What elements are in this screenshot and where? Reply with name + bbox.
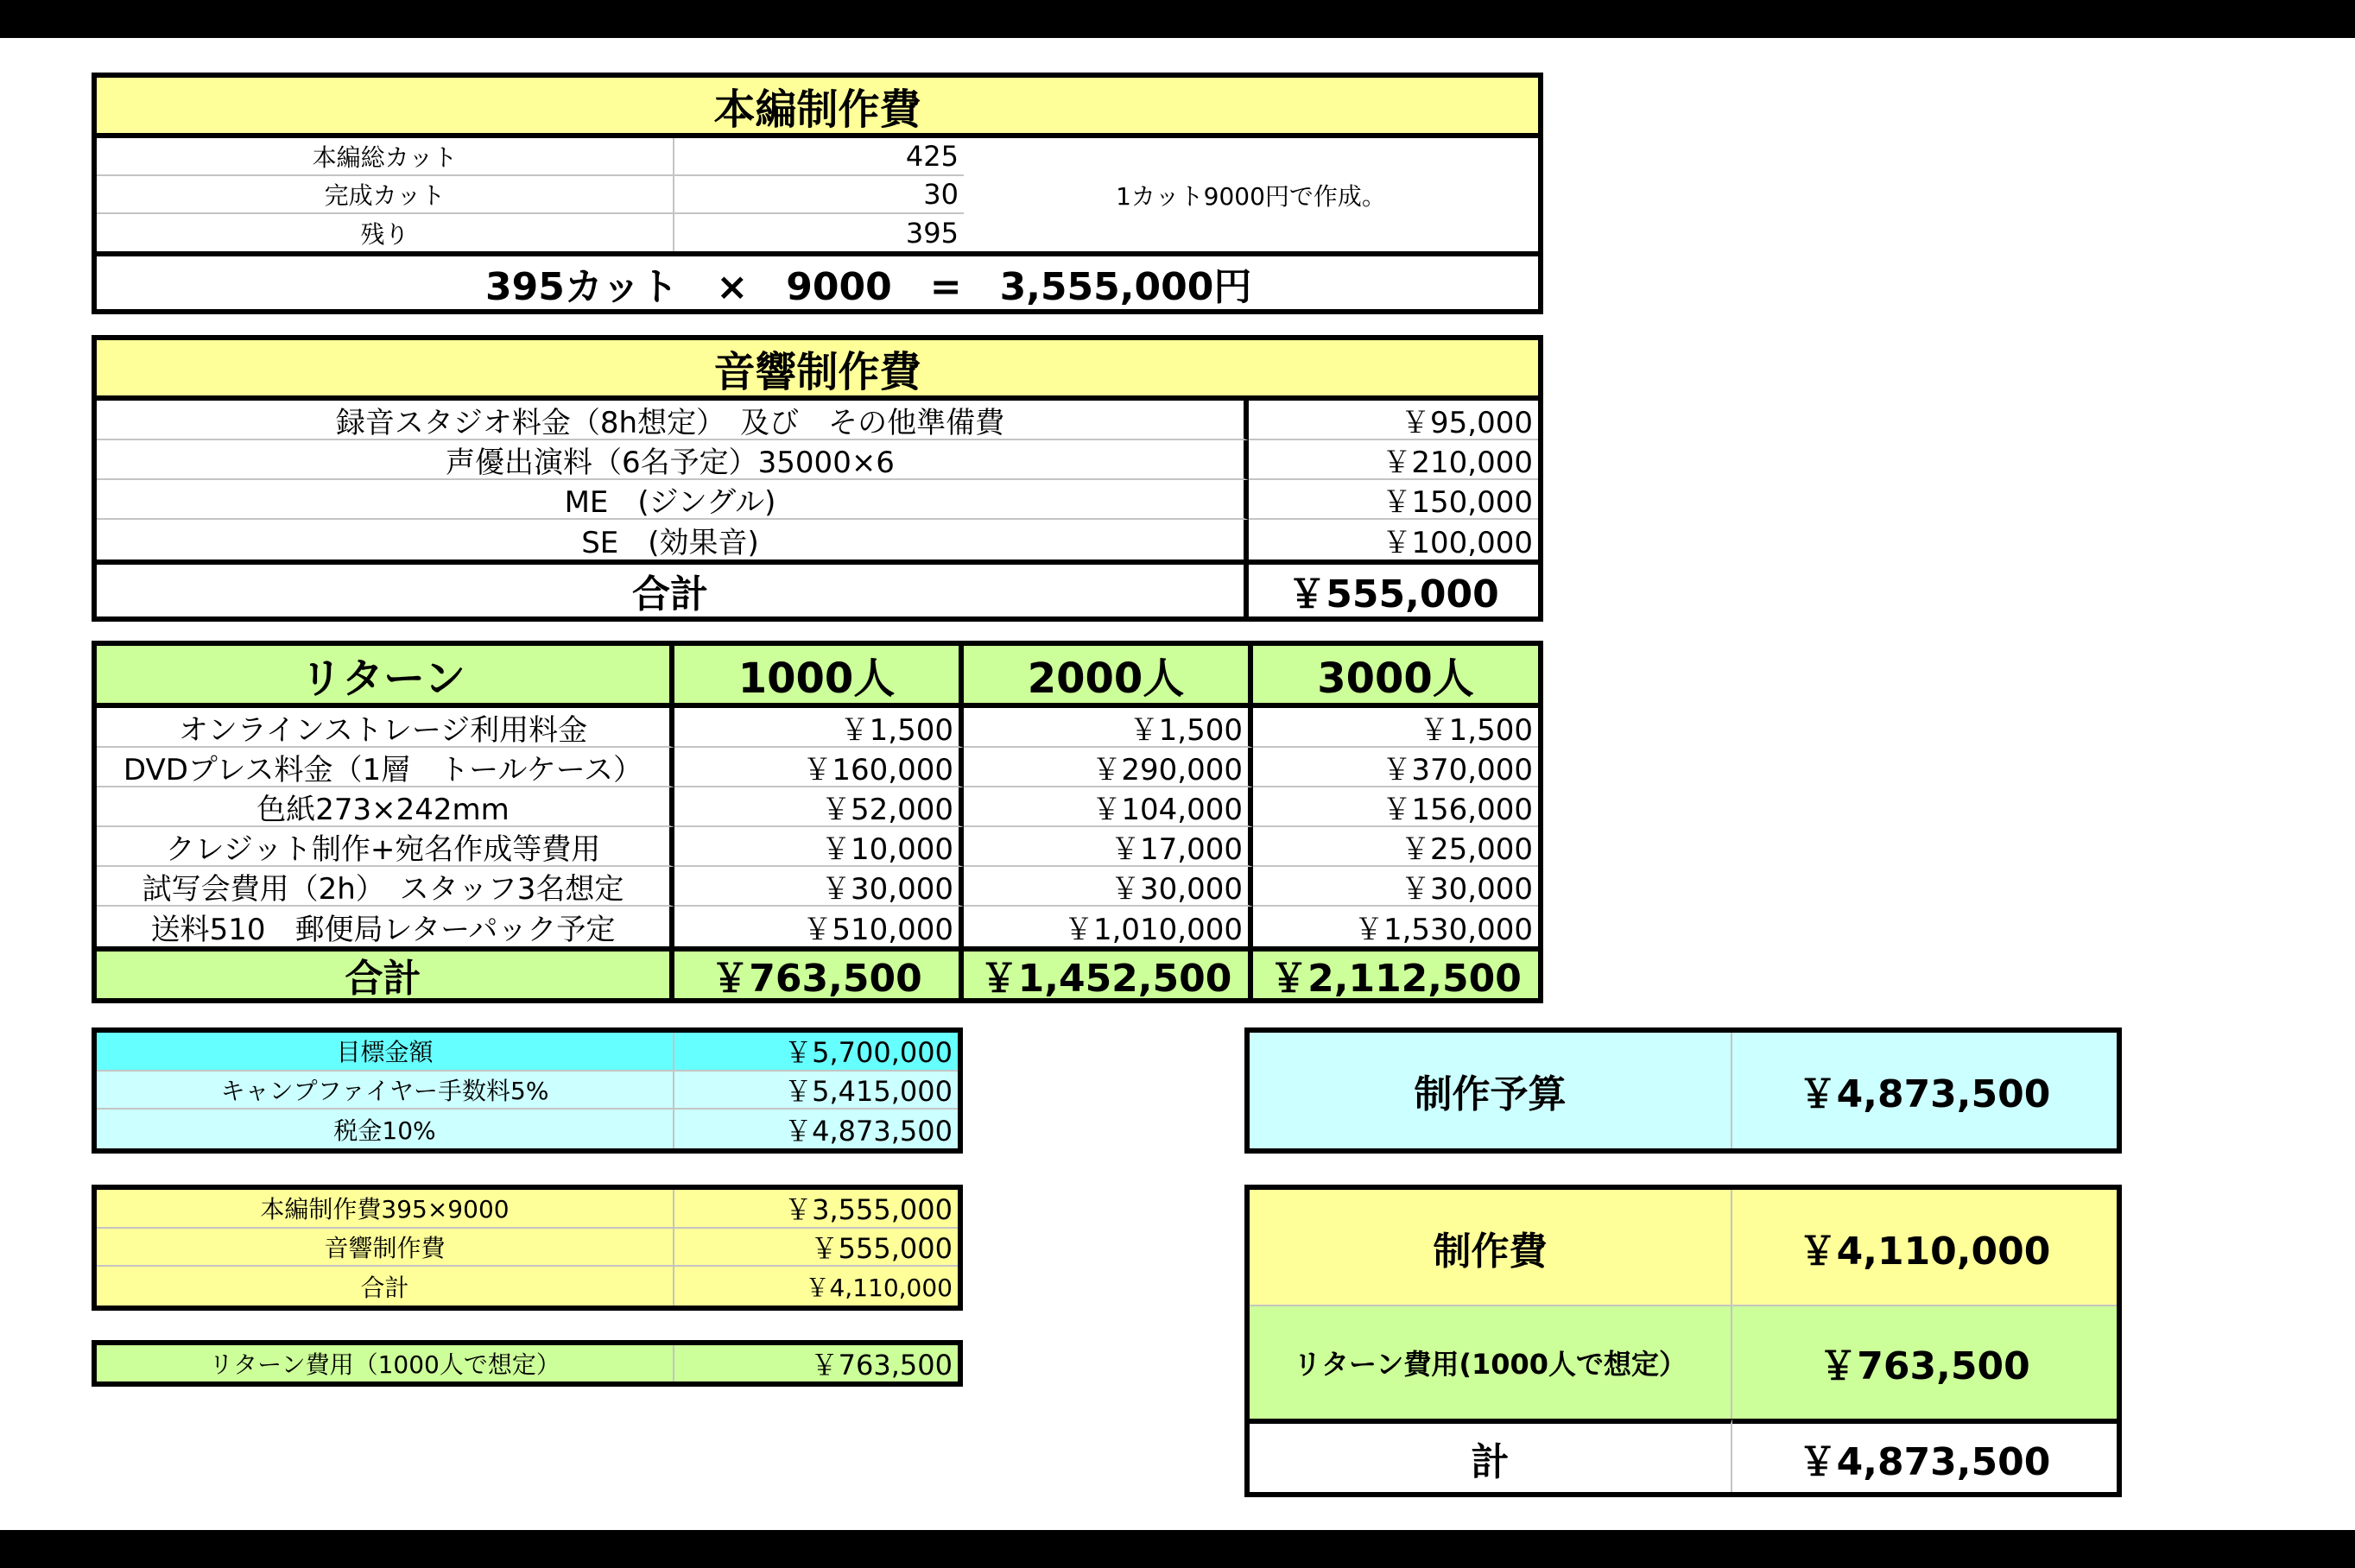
honpen-cost-table — [92, 73, 1543, 314]
return-cost-row — [92, 1340, 963, 1387]
return-total-1000: ￥763,500 — [674, 946, 964, 998]
return-total-label: 合計 — [97, 946, 674, 998]
target-label-tax: 税金10% — [97, 1110, 674, 1148]
budget-value: ￥4,873,500 — [1798, 1072, 2051, 1116]
summary-value-onkyo: ￥555,000 — [674, 1229, 958, 1268]
honpen-note: 1カット9000円で作成。 — [1116, 181, 1386, 211]
return-row-label: 送料510 郵便局レターパック予定 — [97, 907, 674, 946]
target-value-tax: ￥4,873,500 — [674, 1110, 958, 1148]
return-header-label: リターン — [97, 646, 674, 708]
onkyo-label-voice-actors: 声優出演料（6名予定）35000×6 — [97, 440, 1249, 480]
return-row-value: ￥156,000 — [1253, 787, 1538, 827]
honpen-value-total-cuts: 425 — [674, 138, 964, 176]
return-row-value: ￥17,000 — [964, 827, 1253, 867]
return-row-value: ￥1,500 — [964, 708, 1253, 748]
final-label-production: 制作費 — [1250, 1190, 1732, 1306]
onkyo-value-voice-actors: ￥210,000 — [1249, 440, 1538, 480]
final-value-total: ￥4,873,500 — [1732, 1419, 2117, 1492]
summary-label-onkyo: 音響制作費 — [97, 1229, 674, 1268]
onkyo-value-me: ￥150,000 — [1249, 480, 1538, 520]
onkyo-label-studio: 録音スタジオ料金（8h想定） 及び その他準備費 — [97, 401, 1249, 440]
return-cost-table — [92, 641, 1543, 1003]
honpen-value-done-cuts: 30 — [674, 176, 964, 214]
summary-value-total: ￥4,110,000 — [805, 1273, 953, 1302]
return-total-2000: ￥1,452,500 — [964, 946, 1253, 998]
summary-value-honpen: ￥3,555,000 — [674, 1190, 958, 1229]
return-row-value: ￥1,530,000 — [1353, 912, 1533, 946]
target-label-fee: キャンプファイヤー手数料5% — [97, 1072, 674, 1110]
honpen-formula: 395カット × 9000 = 3,555,000円 — [97, 251, 1538, 309]
summary-label-honpen: 本編制作費395×9000 — [97, 1190, 674, 1229]
onkyo-label-se: SE (効果音) — [97, 520, 1249, 560]
return-row-value: ￥30,000 — [1253, 867, 1538, 907]
final-summary-box — [1244, 1185, 2122, 1497]
return-row-value: ￥160,000 — [674, 748, 964, 787]
final-label-return: リターン費用(1000人で想定） — [1250, 1306, 1732, 1419]
return-row-label: オンラインストレージ利用料金 — [97, 708, 674, 748]
onkyo-total-value: ￥555,000 — [1249, 560, 1538, 616]
budget-box — [1244, 1027, 2122, 1154]
return-total-3000: ￥2,112,500 — [1253, 946, 1538, 998]
final-value-production: ￥4,110,000 — [1732, 1190, 2117, 1306]
onkyo-value-se: ￥100,000 — [1382, 525, 1533, 560]
return-header-3000: 3000人 — [1253, 646, 1538, 708]
return-row-value: ￥25,000 — [1253, 827, 1538, 867]
onkyo-cost-table — [92, 335, 1543, 622]
return-row-label: 色紙273×242mm — [97, 787, 674, 827]
target-label-goal: 目標金額 — [97, 1033, 674, 1072]
return-row-label: 試写会費用（2h） スタッフ3名想定 — [97, 867, 674, 907]
return-row-value: ￥30,000 — [964, 867, 1253, 907]
return-row-value: ￥510,000 — [674, 907, 964, 946]
onkyo-title: 音響制作費 — [97, 340, 1538, 401]
summary-label-total: 合計 — [97, 1267, 674, 1306]
return-header-2000: 2000人 — [964, 646, 1253, 708]
final-label-total: 計 — [1250, 1419, 1732, 1492]
honpen-value-remaining: 395 — [905, 216, 959, 250]
honpen-label-done-cuts: 完成カット — [97, 176, 674, 214]
honpen-title: 本編制作費 — [97, 78, 1538, 138]
return-row-value: ￥30,000 — [674, 867, 964, 907]
target-value-goal: ￥5,700,000 — [674, 1033, 958, 1072]
budget-label: 制作予算 — [1250, 1033, 1732, 1148]
cost-summary-table — [92, 1185, 963, 1311]
return-row-value: ￥1,500 — [674, 708, 964, 748]
return-cost-value: ￥763,500 — [810, 1349, 953, 1381]
bottom-letterbox-bar — [0, 1530, 2355, 1568]
return-cost-label: リターン費用（1000人で想定） — [97, 1345, 674, 1381]
top-letterbox-bar — [0, 0, 2355, 38]
return-row-value: ￥290,000 — [964, 748, 1253, 787]
return-row-label: DVDプレス料金（1層 トールケース） — [97, 748, 674, 787]
return-row-value: ￥10,000 — [674, 827, 964, 867]
return-row-value: ￥1,010,000 — [964, 907, 1253, 946]
target-amount-table — [92, 1027, 963, 1154]
honpen-label-total-cuts: 本編総カット — [97, 138, 674, 176]
return-row-label: クレジット制作+宛名作成等費用 — [97, 827, 674, 867]
return-row-value: ￥370,000 — [1253, 748, 1538, 787]
final-value-return: ￥763,500 — [1732, 1306, 2117, 1419]
return-row-value: ￥52,000 — [674, 787, 964, 827]
honpen-label-remaining: 残り — [97, 214, 674, 251]
return-row-value: ￥104,000 — [964, 787, 1253, 827]
target-value-fee: ￥5,415,000 — [674, 1072, 958, 1110]
onkyo-value-studio: ￥95,000 — [1249, 401, 1538, 440]
return-row-value: ￥1,500 — [1253, 708, 1538, 748]
onkyo-label-me: ME (ジングル) — [97, 480, 1249, 520]
onkyo-total-label: 合計 — [97, 560, 1249, 616]
return-header-1000: 1000人 — [674, 646, 964, 708]
